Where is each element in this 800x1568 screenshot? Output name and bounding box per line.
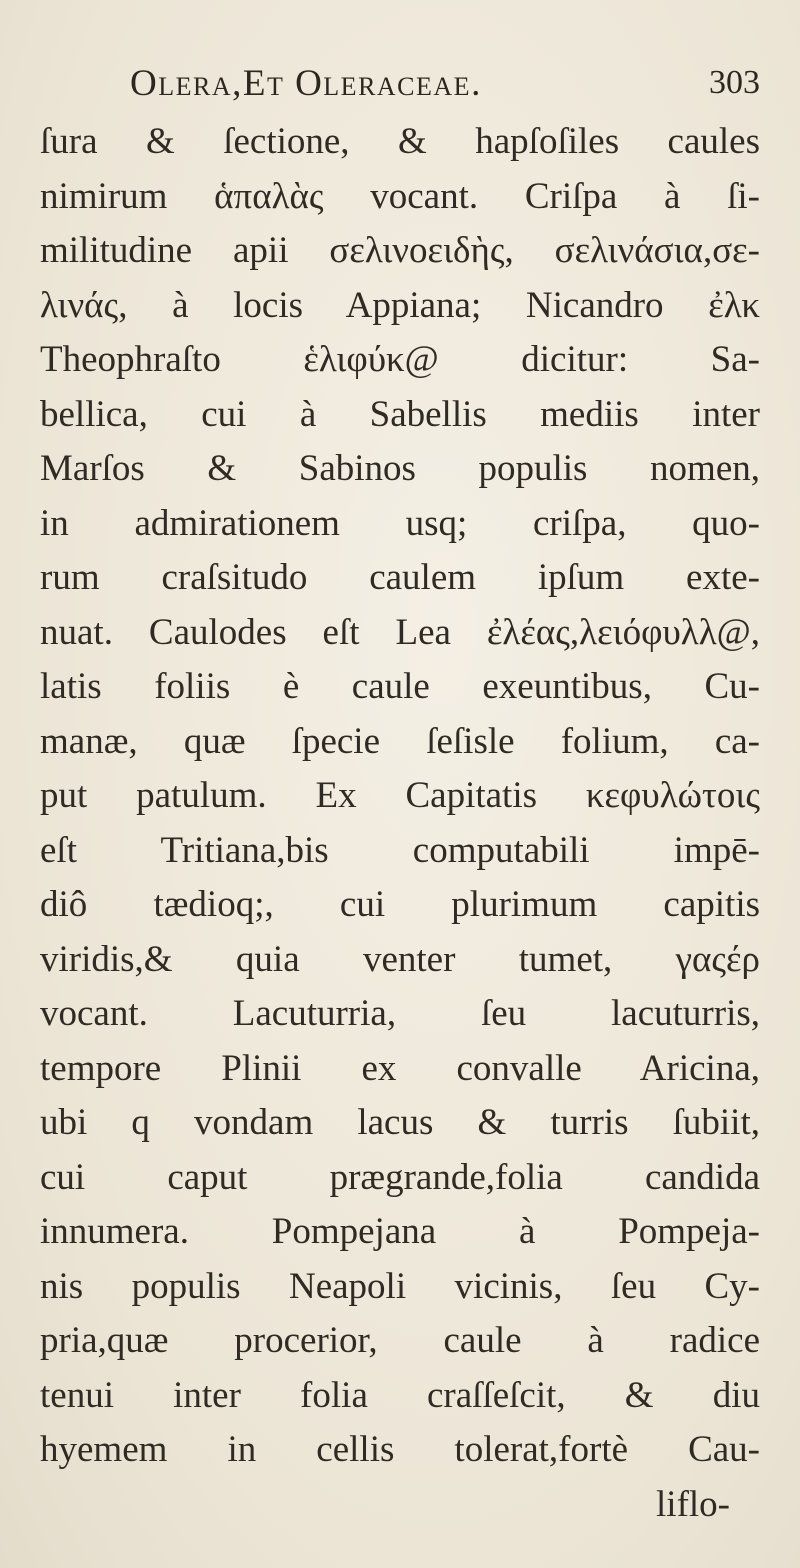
page-number: 303 <box>709 64 760 101</box>
text-line: nimirum ἁπαλὰς vocant. Criſpa à ſi- <box>40 175 760 217</box>
running-head <box>130 62 760 112</box>
text-line: militudine apii σελινοειδὴς, σελινάσια,σε- <box>40 230 760 271</box>
text-line: bellica, cui à Sabellis mediis inter <box>40 393 760 435</box>
text-line: viridis,& quia venter tumet, γαςέρ <box>40 938 760 980</box>
text-line: in admirationem usq; criſpa, quo- <box>40 502 760 544</box>
text-line: rum craſsitudo caulem ipſum exte- <box>40 557 760 598</box>
text-line: λινάς, à locis Appiana; Nicandro ἐλκ <box>40 284 760 326</box>
text-line: nuat. Caulodes eſt Lea ἐλέας,λειόφυλλ@, <box>40 611 760 653</box>
text-line: hyemem in cellis tolerat,fortè Cau- <box>40 1429 760 1470</box>
text-line: Theophraſto ἑλιφύκ@ dicitur: Sa- <box>40 339 760 380</box>
text-line: ſura & ſectione, & hapſoſiles caules <box>40 121 760 162</box>
body-text <box>40 115 760 1532</box>
running-title: Olera,Et Oleraceae. <box>130 63 482 104</box>
text-line: manæ, quæ ſpecie ſeſisle folium, ca- <box>40 720 760 762</box>
text-line: eſt Tritiana,bis computabili impē- <box>40 829 760 871</box>
text-line: cui caput prægrande,folia candida <box>40 1156 760 1198</box>
text-line: Marſos & Sabinos populis nomen, <box>40 448 760 489</box>
text-line: latis foliis è caule exeuntibus, Cu- <box>40 666 760 707</box>
text-line: tempore Plinii ex convalle Aricina, <box>40 1047 760 1089</box>
text-line: put patulum. Ex Capitatis κεφυλώτοις <box>40 775 760 816</box>
text-line: nis populis Neapoli vicinis, ſeu Cy- <box>40 1265 760 1307</box>
catchword: liflo- <box>656 1483 730 1525</box>
text-line: pria,quæ procerior, caule à radice <box>40 1320 760 1361</box>
text-line: ubi q vondam lacus & turris ſubiit, <box>40 1102 760 1143</box>
text-line: vocant. Lacuturria, ſeu lacuturris, <box>40 993 760 1034</box>
text-line: tenui inter folia craſſeſcit, & diu <box>40 1374 760 1416</box>
text-line: innumera. Pompejana à Pompeja- <box>40 1211 760 1252</box>
text-line: diô tædioq;, cui plurimum capitis <box>40 884 760 925</box>
